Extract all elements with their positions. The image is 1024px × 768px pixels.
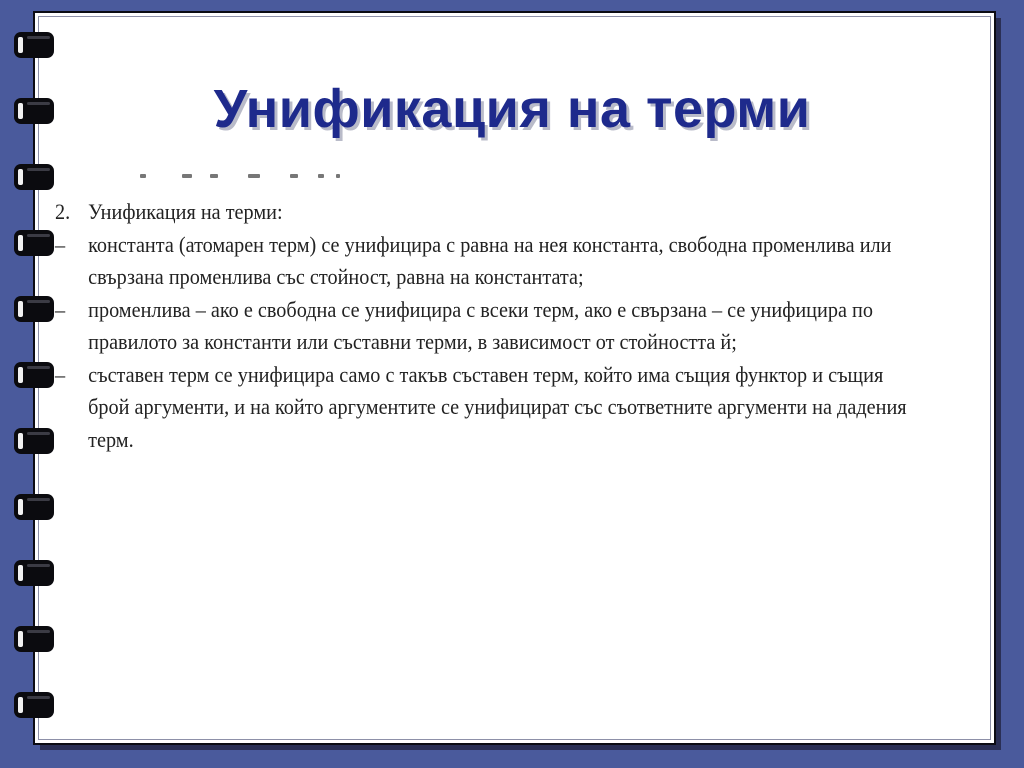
slide-body <box>55 196 938 456</box>
dash-marker: – <box>55 296 66 322</box>
cropped-text-fragment <box>140 168 360 182</box>
list-item-line: свързана променлива със стойност, равна на константата; <box>88 264 584 289</box>
list-item-line: променлива – ако е свободна се унифицира с всеки терм, ако е свързана – се унифицира по <box>88 296 873 322</box>
list-item-line: константа (атомарен терм) се унифицира с равна на нея константа, свободна променлива или <box>88 231 892 257</box>
binder-ring-icon <box>14 494 54 520</box>
binder-ring-icon <box>14 296 54 322</box>
heading-number: 2. <box>55 199 71 224</box>
slide-title: Унификация на терми <box>213 79 811 139</box>
heading-text: Унификация на терми: <box>88 199 283 224</box>
list-item <box>55 359 938 457</box>
binder-ring-icon <box>14 362 54 388</box>
content-heading <box>55 196 938 229</box>
list-item-line: правилото за константи или съставни терми, в зависимост от стойността й; <box>88 329 737 354</box>
binder-ring-icon <box>14 164 54 190</box>
binder-ring-icon <box>14 230 54 256</box>
binder-ring-icon <box>14 32 54 58</box>
list-item-line: терм. <box>88 426 134 452</box>
binder-ring-icon <box>14 626 54 652</box>
list-item-line: брой аргументи, и на който аргументите се унифицират със съответните аргументи на дадения <box>88 394 907 419</box>
binder-ring-icon <box>14 692 54 718</box>
binder-ring-icon <box>14 560 54 586</box>
binder-ring-icon <box>14 428 54 454</box>
list-item <box>55 294 938 359</box>
list-item <box>55 229 938 294</box>
dash-marker: – <box>55 231 66 257</box>
dash-marker: – <box>55 361 66 387</box>
list-item-line: съставен терм се унифицира само с такъв съставен терм, който има същия функтор и същия <box>88 361 884 387</box>
